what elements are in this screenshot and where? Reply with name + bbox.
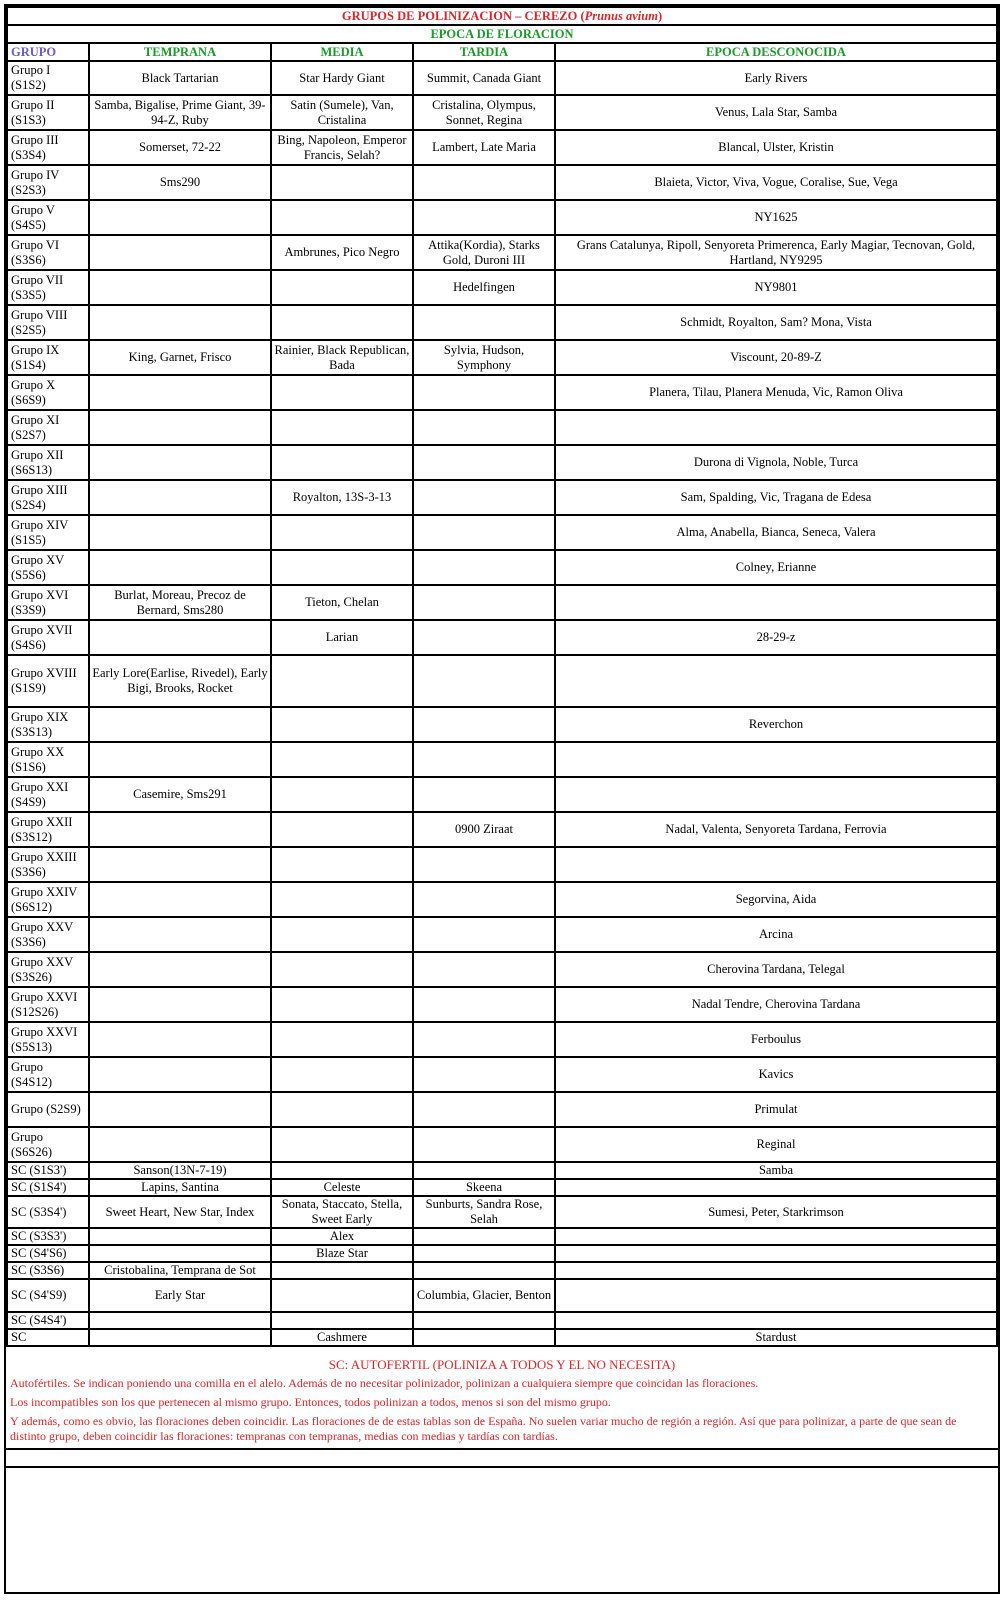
table-row (7, 480, 997, 515)
table-row (7, 1057, 997, 1092)
temprana-cell (89, 707, 271, 742)
table-row (7, 445, 997, 480)
table-row (7, 165, 997, 200)
tardia-cell: Cristalina, Olympus, Sonnet, Regina (413, 95, 555, 130)
group-cell: SC (7, 1329, 89, 1346)
table-row (7, 61, 997, 95)
header-grupo: GRUPO (7, 43, 89, 61)
tardia-cell (413, 917, 555, 952)
desconocida-cell: Sumesi, Peter, Starkrimson (555, 1196, 997, 1228)
desconocida-cell (555, 847, 997, 882)
media-cell (271, 917, 413, 952)
tardia-cell: Attika(Kordia), Starks Gold, Duroni III (413, 235, 555, 270)
desconocida-cell: NY1625 (555, 200, 997, 235)
media-cell (271, 1162, 413, 1179)
desconocida-cell: Venus, Lala Star, Samba (555, 95, 997, 130)
media-cell (271, 200, 413, 235)
temprana-cell: Early Star (89, 1279, 271, 1312)
table-row (7, 270, 997, 305)
group-cell: Grupo I (S1S2) (7, 61, 89, 95)
table-row (7, 515, 997, 550)
desconocida-cell: Reverchon (555, 707, 997, 742)
header-temprana: TEMPRANA (89, 43, 271, 61)
media-cell (271, 812, 413, 847)
temprana-cell: Samba, Bigalise, Prime Giant, 39-94-Z, Ruby (89, 95, 271, 130)
desconocida-cell: Durona di Vignola, Noble, Turca (555, 445, 997, 480)
temprana-cell: Somerset, 72-22 (89, 130, 271, 165)
temprana-cell (89, 1022, 271, 1057)
group-cell: Grupo (S2S9) (7, 1092, 89, 1127)
temprana-cell (89, 410, 271, 445)
tardia-cell (413, 410, 555, 445)
table-row (7, 1262, 997, 1279)
desconocida-cell: Viscount, 20-89-Z (555, 340, 997, 375)
temprana-cell (89, 1245, 271, 1262)
media-cell (271, 742, 413, 777)
temprana-cell (89, 1057, 271, 1092)
group-cell: SC (S1S3') (7, 1162, 89, 1179)
desconocida-cell: Kavics (555, 1057, 997, 1092)
media-cell: Star Hardy Giant (271, 61, 413, 95)
media-cell (271, 707, 413, 742)
table-row (7, 655, 997, 707)
epoch-title: EPOCA DE FLORACION (7, 25, 997, 43)
media-cell (271, 550, 413, 585)
media-cell: Cashmere (271, 1329, 413, 1346)
temprana-cell (89, 480, 271, 515)
media-cell (271, 515, 413, 550)
tardia-cell (413, 952, 555, 987)
tardia-cell (413, 550, 555, 585)
media-cell (271, 1022, 413, 1057)
group-cell: Grupo V (S4S5) (7, 200, 89, 235)
table-row (7, 707, 997, 742)
temprana-cell: Sanson(13N-7-19) (89, 1162, 271, 1179)
tardia-cell (413, 847, 555, 882)
table-row (7, 200, 997, 235)
table-row (7, 882, 997, 917)
table-row (7, 742, 997, 777)
table-row (7, 340, 997, 375)
tardia-cell (413, 165, 555, 200)
media-cell (271, 777, 413, 812)
desconocida-cell: Blaieta, Victor, Viva, Vogue, Coralise, Sue, Vega (555, 165, 997, 200)
desconocida-cell: Cherovina Tardana, Telegal (555, 952, 997, 987)
group-cell: SC (S4S4') (7, 1312, 89, 1329)
group-cell: Grupo XX (S1S6) (7, 742, 89, 777)
group-cell: SC (S3S4') (7, 1196, 89, 1228)
desconocida-cell (555, 742, 997, 777)
desconocida-cell: Reginal (555, 1127, 997, 1162)
temprana-cell: Early Lore(Earlise, Rivedel), Early Bigi, Brooks, Rocket (89, 655, 271, 707)
desconocida-cell: Segorvina, Aida (555, 882, 997, 917)
tardia-cell: Summit, Canada Giant (413, 61, 555, 95)
media-cell: Larian (271, 620, 413, 655)
group-cell: SC (S1S4') (7, 1179, 89, 1196)
desconocida-cell: 28-29-z (555, 620, 997, 655)
group-cell: Grupo XXI (S4S9) (7, 777, 89, 812)
desconocida-cell (555, 1228, 997, 1245)
table-row (7, 1179, 997, 1196)
group-cell: SC (S4'S6) (7, 1245, 89, 1262)
desconocida-cell: Nadal Tendre, Cherovina Tardana (555, 987, 997, 1022)
media-cell (271, 952, 413, 987)
table-row (7, 1312, 997, 1329)
desconocida-cell: Planera, Tilau, Planera Menuda, Vic, Ramon Oliva (555, 375, 997, 410)
desconocida-cell (555, 1245, 997, 1262)
media-cell: Royalton, 13S-3-13 (271, 480, 413, 515)
temprana-cell (89, 1329, 271, 1346)
media-cell (271, 882, 413, 917)
desconocida-cell: Arcina (555, 917, 997, 952)
table-row (7, 1228, 997, 1245)
temprana-cell (89, 1228, 271, 1245)
tardia-cell: Columbia, Glacier, Benton (413, 1279, 555, 1312)
tardia-cell: Sylvia, Hudson, Symphony (413, 340, 555, 375)
table-row (7, 847, 997, 882)
temprana-cell: Cristobalina, Temprana de Sot (89, 1262, 271, 1279)
group-cell: SC (S3S3') (7, 1228, 89, 1245)
group-cell: Grupo (S6S26) (7, 1127, 89, 1162)
desconocida-cell (555, 1262, 997, 1279)
temprana-cell (89, 1312, 271, 1329)
tardia-cell (413, 305, 555, 340)
tardia-cell (413, 987, 555, 1022)
table-row (7, 1127, 997, 1162)
media-cell: Rainier, Black Republican, Bada (271, 340, 413, 375)
temprana-cell (89, 515, 271, 550)
tardia-cell: Lambert, Late Maria (413, 130, 555, 165)
table-row (7, 410, 997, 445)
media-cell: Satin (Sumele), Van, Cristalina (271, 95, 413, 130)
media-cell (271, 165, 413, 200)
media-cell: Alex (271, 1228, 413, 1245)
media-cell (271, 987, 413, 1022)
temprana-cell (89, 742, 271, 777)
table-row (7, 987, 997, 1022)
tardia-cell (413, 1162, 555, 1179)
table-row (7, 620, 997, 655)
group-cell: Grupo VIII (S2S5) (7, 305, 89, 340)
temprana-cell (89, 1127, 271, 1162)
group-cell: Grupo XXIV (S6S12) (7, 882, 89, 917)
desconocida-cell: Ferboulus (555, 1022, 997, 1057)
desconocida-cell: Colney, Erianne (555, 550, 997, 585)
desconocida-cell: Sam, Spalding, Vic, Tragana de Edesa (555, 480, 997, 515)
group-cell: Grupo III (S3S4) (7, 130, 89, 165)
temprana-cell: Sms290 (89, 165, 271, 200)
header-desconocida: EPOCA DESCONOCIDA (555, 43, 997, 61)
table-row (7, 235, 997, 270)
desconocida-cell (555, 410, 997, 445)
table-row (7, 1162, 997, 1179)
tardia-cell (413, 375, 555, 410)
desconocida-cell (555, 585, 997, 620)
temprana-cell (89, 305, 271, 340)
tardia-cell (413, 480, 555, 515)
tardia-cell (413, 200, 555, 235)
temprana-cell (89, 1092, 271, 1127)
tardia-cell (413, 655, 555, 707)
group-cell: Grupo IX (S1S4) (7, 340, 89, 375)
group-cell: SC (S4'S9) (7, 1279, 89, 1312)
table-row (7, 1196, 997, 1228)
tardia-cell: 0900 Ziraat (413, 812, 555, 847)
media-cell (271, 410, 413, 445)
desconocida-cell: NY9801 (555, 270, 997, 305)
desconocida-cell: Grans Catalunya, Ripoll, Senyoreta Primerenca, Early Magiar, Tecnovan, Gold, Hartland, NY9295 (555, 235, 997, 270)
table-row (7, 777, 997, 812)
group-cell: Grupo XXV (S3S26) (7, 952, 89, 987)
group-cell: Grupo XV (S5S6) (7, 550, 89, 585)
tardia-cell (413, 515, 555, 550)
tardia-cell (413, 1329, 555, 1346)
temprana-cell (89, 445, 271, 480)
group-cell: Grupo II (S1S3) (7, 95, 89, 130)
temprana-cell (89, 375, 271, 410)
species-name: Prunus avium (584, 8, 658, 23)
media-cell: Bing, Napoleon, Emperor Francis, Selah? (271, 130, 413, 165)
group-cell: Grupo XIX (S3S13) (7, 707, 89, 742)
group-cell: Grupo XVIII (S1S9) (7, 655, 89, 707)
desconocida-cell: Blancal, Ulster, Kristin (555, 130, 997, 165)
tardia-cell (413, 445, 555, 480)
tardia-cell (413, 1312, 555, 1329)
table-row (7, 375, 997, 410)
temprana-cell (89, 200, 271, 235)
group-cell: Grupo VI (S3S6) (7, 235, 89, 270)
group-cell: Grupo XXIII (S3S6) (7, 847, 89, 882)
table-row (7, 812, 997, 847)
tardia-cell (413, 1057, 555, 1092)
media-cell (271, 270, 413, 305)
note-flowering: Y además, como es obvio, las floraciones deben coincidir. Las floraciones de de estas tablas son de España. No suelen variar mucho de región a región. Así que para polinizar, a parte de que sean de distinto grupo, deben coincidir las floraciones: tempranas con tempranas, medias con medias y tardías con tardías. (10, 1414, 957, 1443)
media-cell: Ambrunes, Pico Negro (271, 235, 413, 270)
temprana-cell: Black Tartarian (89, 61, 271, 95)
table-row (7, 585, 997, 620)
blank-row (6, 1466, 998, 1484)
tardia-cell (413, 1245, 555, 1262)
group-cell: Grupo XVII (S4S6) (7, 620, 89, 655)
temprana-cell (89, 952, 271, 987)
table-row (7, 305, 997, 340)
media-cell (271, 655, 413, 707)
table-row (7, 917, 997, 952)
group-cell: Grupo XIV (S1S5) (7, 515, 89, 550)
temprana-cell: Casemire, Sms291 (89, 777, 271, 812)
table-row (7, 1329, 997, 1346)
table-row (7, 130, 997, 165)
desconocida-cell (555, 1279, 997, 1312)
temprana-cell (89, 812, 271, 847)
media-cell (271, 1262, 413, 1279)
tardia-cell (413, 1228, 555, 1245)
group-cell: Grupo XXVI (S12S26) (7, 987, 89, 1022)
temprana-cell: Sweet Heart, New Star, Index (89, 1196, 271, 1228)
temprana-cell: King, Garnet, Frisco (89, 340, 271, 375)
desconocida-cell: Primulat (555, 1092, 997, 1127)
group-cell: Grupo IV (S2S3) (7, 165, 89, 200)
desconocida-cell: Alma, Anabella, Bianca, Seneca, Valera (555, 515, 997, 550)
temprana-cell (89, 235, 271, 270)
tardia-cell: Skeena (413, 1179, 555, 1196)
tardia-cell: Hedelfingen (413, 270, 555, 305)
temprana-cell (89, 550, 271, 585)
table-row (7, 952, 997, 987)
group-cell: Grupo XII (S6S13) (7, 445, 89, 480)
desconocida-cell (555, 655, 997, 707)
media-cell (271, 1279, 413, 1312)
group-cell: Grupo XXV (S3S6) (7, 917, 89, 952)
tardia-cell (413, 1262, 555, 1279)
desconocida-cell (555, 1179, 997, 1196)
group-cell: Grupo XIII (S2S4) (7, 480, 89, 515)
group-cell: Grupo (S4S12) (7, 1057, 89, 1092)
media-cell: Blaze Star (271, 1245, 413, 1262)
temprana-cell (89, 620, 271, 655)
tardia-cell (413, 585, 555, 620)
table-title: GRUPOS DE POLINIZACION – CEREZO (Prunus avium) (7, 7, 997, 25)
group-cell: Grupo XXII (S3S12) (7, 812, 89, 847)
temprana-cell (89, 917, 271, 952)
header-media: MEDIA (271, 43, 413, 61)
pollination-table (6, 6, 998, 1347)
table-row (7, 95, 997, 130)
media-cell: Sonata, Staccato, Stella, Sweet Early (271, 1196, 413, 1228)
media-cell (271, 375, 413, 410)
temprana-cell (89, 882, 271, 917)
group-cell: Grupo XXVI (S5S13) (7, 1022, 89, 1057)
note-incompatible: Los incompatibles son los que pertenecen al mismo grupo. Entonces, todos polinizan a todos, menos si son del mismo grupo. (10, 1395, 611, 1409)
group-cell: Grupo XVI (S3S9) (7, 585, 89, 620)
temprana-cell (89, 270, 271, 305)
media-cell (271, 847, 413, 882)
tardia-cell (413, 777, 555, 812)
desconocida-cell: Samba (555, 1162, 997, 1179)
table-row (7, 1092, 997, 1127)
desconocida-cell: Stardust (555, 1329, 997, 1346)
media-cell (271, 305, 413, 340)
table-row (7, 550, 997, 585)
media-cell (271, 1092, 413, 1127)
desconocida-cell: Early Rivers (555, 61, 997, 95)
table-row (7, 1245, 997, 1262)
media-cell (271, 445, 413, 480)
media-cell: Celeste (271, 1179, 413, 1196)
desconocida-cell: Nadal, Valenta, Senyoreta Tardana, Ferrovia (555, 812, 997, 847)
group-cell: Grupo X (S6S9) (7, 375, 89, 410)
tardia-cell (413, 707, 555, 742)
blank-row (6, 1448, 998, 1466)
media-cell: Tieton, Chelan (271, 585, 413, 620)
group-cell: Grupo XI (S2S7) (7, 410, 89, 445)
temprana-cell: Lapins, Santina (89, 1179, 271, 1196)
pollination-table-document (4, 4, 1000, 1594)
table-row (7, 1022, 997, 1057)
temprana-cell: Burlat, Moreau, Precoz de Bernard, Sms280 (89, 585, 271, 620)
note-autofertile: Autofértiles. Se indican poniendo una comilla en el alelo. Además de no necesitar polinizador, polinizan a cualquiera siempre que coincidan las floraciones. (10, 1376, 759, 1390)
media-cell (271, 1312, 413, 1329)
desconocida-cell (555, 777, 997, 812)
notes-section (6, 1345, 998, 1444)
temprana-cell (89, 847, 271, 882)
desconocida-cell: Schmidt, Royalton, Sam? Mona, Vista (555, 305, 997, 340)
desconocida-cell (555, 1312, 997, 1329)
temprana-cell (89, 987, 271, 1022)
sc-note: SC: AUTOFERTIL (POLINIZA A TODOS Y EL NO NECESITA) (328, 1357, 676, 1372)
tardia-cell (413, 1022, 555, 1057)
header-tardia: TARDIA (413, 43, 555, 61)
tardia-cell (413, 1092, 555, 1127)
tardia-cell: Sunburts, Sandra Rose, Selah (413, 1196, 555, 1228)
tardia-cell (413, 882, 555, 917)
tardia-cell (413, 1127, 555, 1162)
group-cell: Grupo VII (S3S5) (7, 270, 89, 305)
tardia-cell (413, 620, 555, 655)
tardia-cell (413, 742, 555, 777)
group-cell: SC (S3S6) (7, 1262, 89, 1279)
media-cell (271, 1057, 413, 1092)
table-row (7, 1279, 997, 1312)
media-cell (271, 1127, 413, 1162)
